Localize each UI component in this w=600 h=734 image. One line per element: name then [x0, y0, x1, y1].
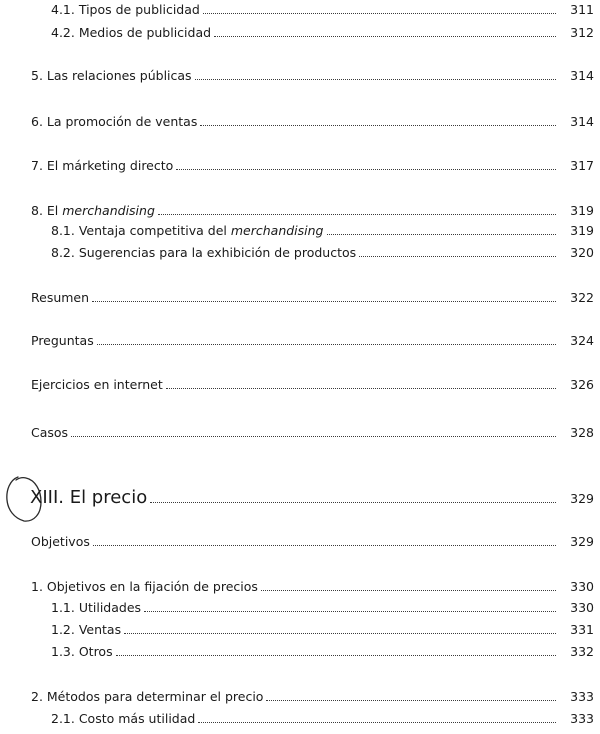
dot-leader	[266, 700, 556, 701]
entry-label: Casos	[31, 425, 69, 440]
entry-label: 1.3. Otros	[51, 644, 113, 659]
entry-page: 319	[570, 203, 594, 218]
entry-page: 314	[570, 114, 594, 129]
entry-page: 320	[570, 245, 594, 260]
entry-page: 322	[570, 290, 594, 305]
toc-entry-8-2	[0, 245, 600, 261]
toc-entry-1-3	[0, 644, 600, 660]
entry-label: 8.2. Sugerencias para la exhibición de productos	[51, 245, 357, 260]
entry-page: 312	[570, 25, 594, 40]
toc-entry-1-1	[0, 600, 600, 616]
chapter-number: XIII	[30, 487, 59, 508]
entry-page: 333	[570, 689, 594, 704]
entry-label: 4.1. Tipos de publicidad	[51, 2, 200, 17]
entry-page: 330	[570, 579, 594, 594]
toc-entry-8-1	[0, 223, 600, 239]
entry-label: Objetivos	[31, 534, 90, 549]
dot-leader	[214, 36, 556, 37]
dot-leader	[71, 436, 556, 437]
toc-entry-2-1	[0, 711, 600, 727]
dot-leader	[203, 13, 556, 14]
entry-page: 328	[570, 425, 594, 440]
toc-entry-4-2	[0, 25, 600, 41]
toc-entry-5	[0, 68, 600, 84]
dot-leader	[261, 590, 556, 591]
entry-label-text: 8. El	[31, 203, 63, 218]
dot-leader	[359, 256, 556, 257]
entry-page: 324	[570, 333, 594, 348]
entry-page: 326	[570, 377, 594, 392]
dot-leader	[150, 502, 556, 503]
entry-page: 333	[570, 711, 594, 726]
entry-page: 331	[570, 622, 594, 637]
entry-label-italic: merchandising	[230, 223, 324, 238]
dot-leader	[158, 214, 556, 215]
entry-page: 311	[570, 2, 594, 17]
dot-leader	[124, 633, 556, 634]
toc-entry-resumen	[0, 290, 600, 306]
entry-label: Ejercicios en internet	[31, 377, 163, 392]
dot-leader	[166, 388, 556, 389]
toc-entry-2	[0, 689, 600, 705]
entry-label: 2.1. Costo más utilidad	[51, 711, 196, 726]
dot-leader	[198, 722, 556, 723]
chapter-title: . El precio	[58, 487, 148, 508]
entry-page: 319	[570, 223, 594, 238]
toc-entry-1-2	[0, 622, 600, 638]
dot-leader	[195, 79, 556, 80]
entry-label	[51, 223, 327, 239]
dot-leader	[116, 655, 556, 656]
dot-leader	[97, 344, 556, 345]
entry-label: 5. Las relaciones públicas	[31, 68, 192, 83]
entry-page: 332	[570, 644, 594, 659]
entry-page: 329	[570, 534, 594, 549]
entry-label: 6. La promoción de ventas	[31, 114, 198, 129]
entry-label: 7. El márketing directo	[31, 158, 174, 173]
dot-leader	[93, 545, 556, 546]
entry-label-italic: merchandising	[62, 203, 155, 218]
entry-page: 314	[570, 68, 594, 83]
entry-label: 1.2. Ventas	[51, 622, 122, 637]
entry-label: Preguntas	[31, 333, 94, 348]
toc-entry-1	[0, 579, 600, 595]
toc-entry-preguntas	[0, 333, 600, 349]
toc-entry-ejercicios	[0, 377, 600, 393]
toc-chapter-xiii	[0, 487, 600, 510]
entry-page: 329	[570, 491, 594, 506]
toc-entry-4-1	[0, 2, 600, 18]
entry-label: 1. Objetivos en la fijación de precios	[31, 579, 258, 594]
dot-leader	[327, 234, 557, 235]
toc-entry-7	[0, 158, 600, 174]
toc-entry-8	[0, 203, 600, 219]
entry-label: 2. Métodos para determinar el precio	[31, 689, 264, 704]
dot-leader	[176, 169, 556, 170]
entry-label: Resumen	[31, 290, 90, 305]
entry-page: 330	[570, 600, 594, 615]
toc-entry-casos	[0, 425, 600, 441]
entry-label: 1.1. Utilidades	[51, 600, 142, 615]
toc-entry-6	[0, 114, 600, 130]
entry-label	[31, 203, 158, 219]
entry-label-text: 8.1. Ventaja competitiva del	[51, 223, 231, 238]
chapter-label	[30, 487, 150, 509]
dot-leader	[92, 301, 556, 302]
entry-label: 4.2. Medios de publicidad	[51, 25, 212, 40]
dot-leader	[144, 611, 556, 612]
dot-leader	[200, 125, 556, 126]
toc-entry-objetivos	[0, 534, 600, 550]
entry-page: 317	[570, 158, 594, 173]
